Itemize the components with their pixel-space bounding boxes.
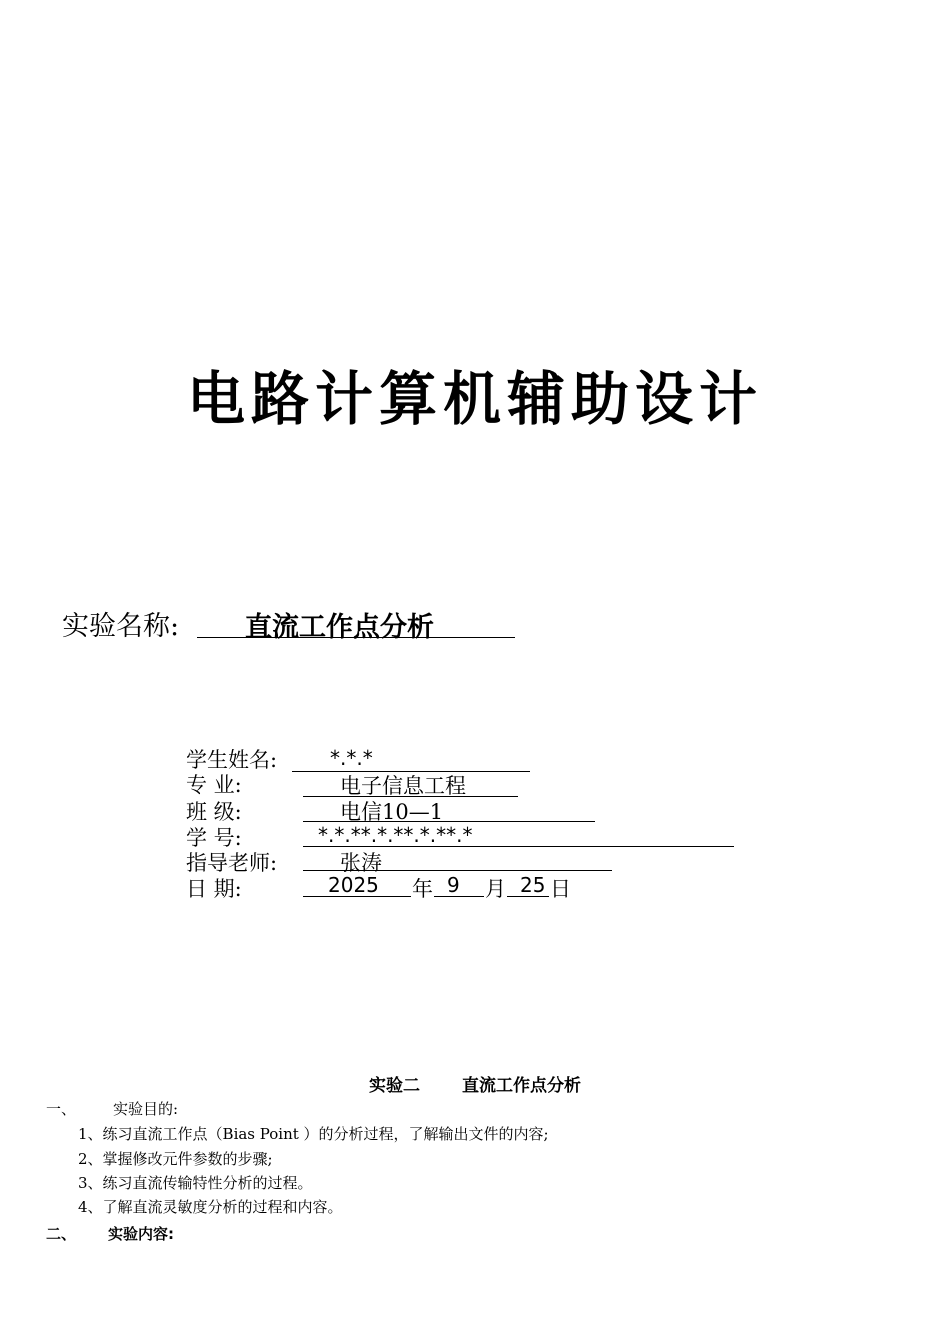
part1-number: 一、 — [46, 1100, 77, 1118]
experiment-name-label: 实验名称: — [62, 611, 180, 642]
section-title — [0, 1071, 950, 1096]
section-title-number: 实验二 — [369, 1076, 421, 1096]
document-title: 电路计算机辅助设计 — [186, 365, 763, 433]
day-value: 25 — [520, 873, 546, 897]
student-name-underline — [292, 747, 530, 772]
objective-item: 2、掌握修改元件参数的步骤; — [78, 1150, 273, 1168]
part1-heading: 实验目的: — [113, 1100, 179, 1118]
major-label: 专 业: — [186, 773, 242, 797]
student-name-value: *.*.* — [330, 746, 373, 770]
student-name-label: 学生姓名: — [186, 748, 278, 772]
class-value: 电信10—1 — [340, 800, 444, 824]
experiment-name-value: 直流工作点分析 — [245, 612, 434, 643]
month-unit: 月 — [485, 877, 506, 901]
month-value: 9 — [447, 873, 460, 897]
objective-item: 4、了解直流灵敏度分析的过程和内容。 — [78, 1198, 343, 1216]
teacher-label: 指导老师: — [186, 851, 278, 875]
part2-heading: 实验内容: — [108, 1225, 174, 1243]
objective-item: 3、练习直流传输特性分析的过程。 — [78, 1174, 313, 1192]
part2-number: 二、 — [46, 1225, 77, 1243]
year-unit: 年 — [412, 877, 433, 901]
student-id-value: *.*.**.*.**.*.**.* — [318, 823, 473, 847]
section-title-text: 直流工作点分析 — [461, 1076, 581, 1096]
student-id-label: 学 号: — [186, 826, 242, 850]
day-unit: 日 — [550, 877, 571, 901]
year-value: 2025 — [328, 873, 379, 897]
objective-item: 1、练习直流工作点（Bias Point ）的分析过程，了解输出文件的内容; — [78, 1125, 549, 1143]
class-label: 班 级: — [186, 800, 242, 824]
teacher-value: 张涛 — [340, 851, 382, 875]
major-value: 电子信息工程 — [340, 774, 466, 798]
date-label: 日 期: — [186, 877, 242, 901]
